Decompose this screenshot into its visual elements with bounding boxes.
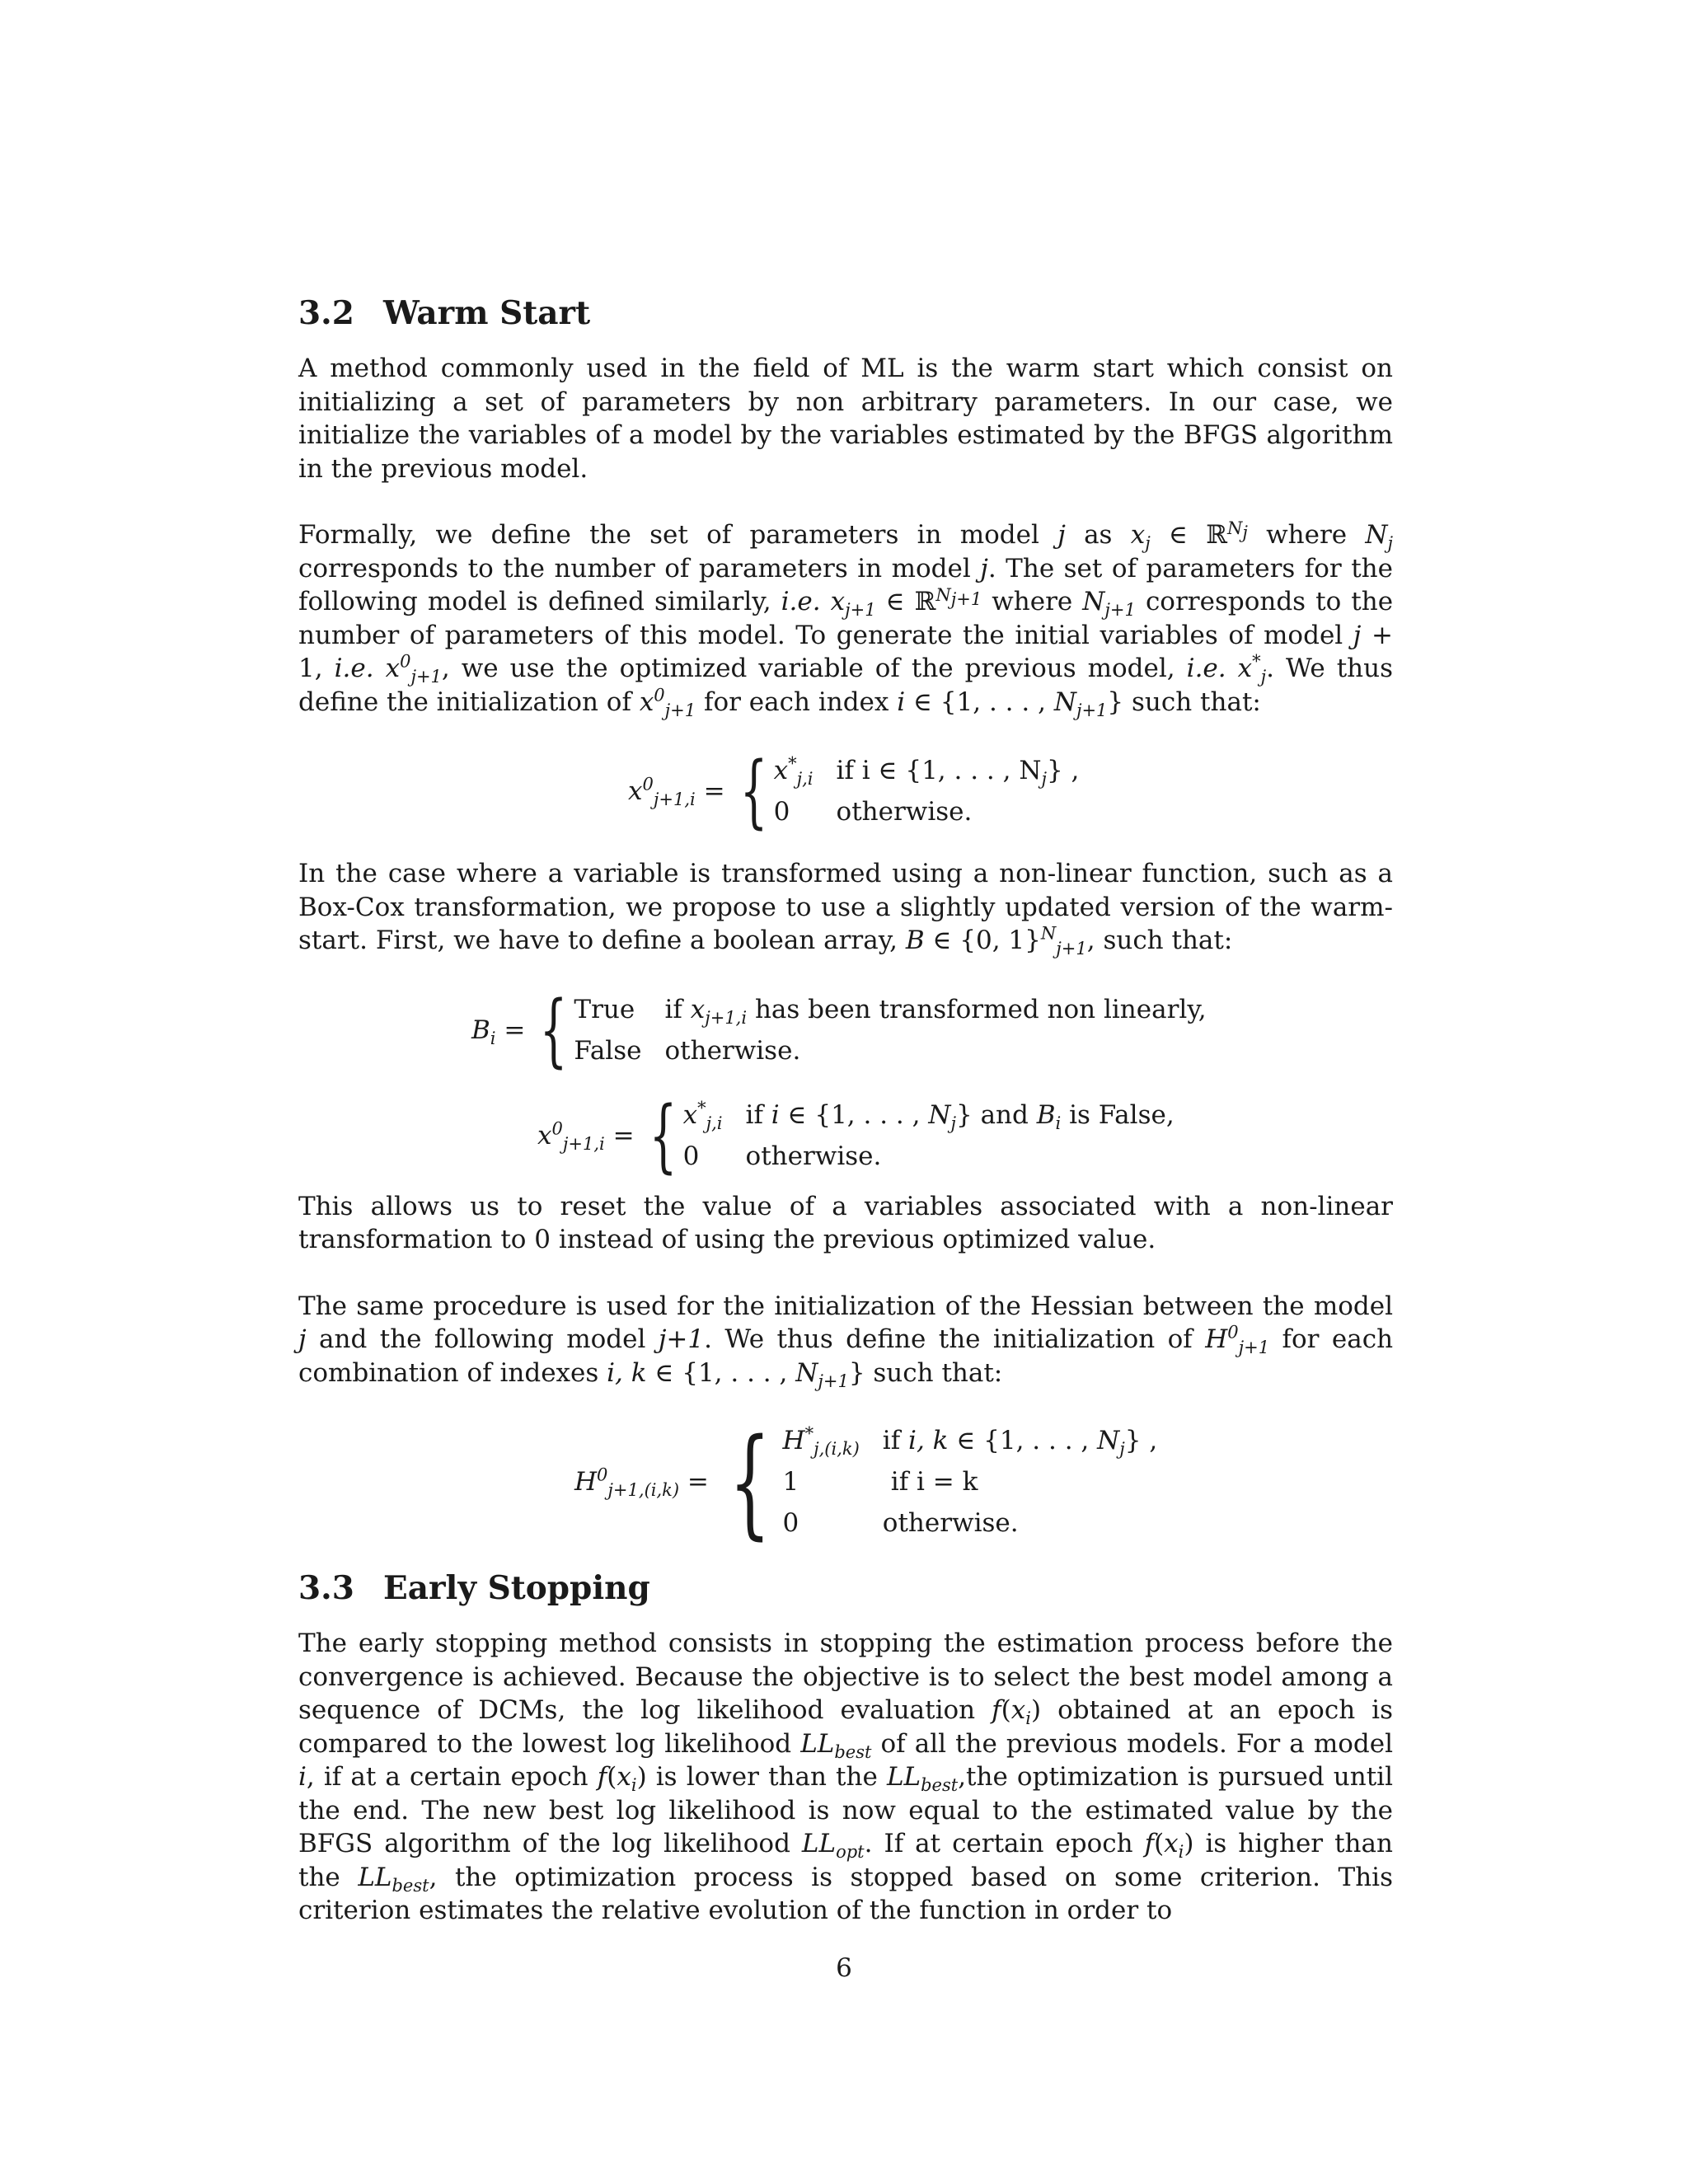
section-title: Early Stopping [383,1569,650,1607]
paragraph: Formally, we define the set of parameters in model j as $x_j$ ∈ ℝ$^{N_j}$ where $N_j$ corresponds to the number of parameters in model j. The set of parameters for the following model is defined similarly, i.e. $x_{j+1}$ ∈ ℝ$^{N_{j+1}}$ where $N_{j+1}$ corresponds to the number of parameters of this model. To generate the initial variables of model j + 1, i.e. $x^0_{j+1}$, we use the optimized variable of the previous model, i.e. $x^*_j$. We thus define the initialization of $x^0_{j+1}$ for each index i ∈ {1, . . . , $N_{j+1}$} such that: [298,518,1394,720]
page-number: 6 [836,1953,852,1983]
equation-warm-start-nonlinear: $x^0_{j+1,i}$ = { $x^*_{j,i}$ if i ∈ {1, . . . , $N_j$} and $B_i$ is False, 0 otherwise. [537,1089,1175,1182]
section-number: 3.2 [298,294,354,332]
paragraph: The same procedure is used for the initialization of the Hessian between the model j and the following model j+1. We thus define the initialization of $H^0_{j+1}$ for each combination of indexes i, k ∈ {1, . . . , $N_{j+1}$} such that: [298,1291,1394,1391]
page-content [298,293,1393,1961]
equation-hessian-init: $H^0_{j+1,(i,k)}$ = { $H^*_{j,(i,k)}$ if i, k ∈ {1, . . . , $N_j$} , 1 if i = k 0 otherwise. [574,1413,1158,1551]
equation-boolean-array: $B_i$ = { True if $x_{j+1,i}$ has been transformed non linearly, False otherwise. [471,983,1207,1076]
section-number: 3.3 [298,1569,354,1607]
paragraph: In the case where a variable is transformed using a non-linear function, such as a Box-Cox transformation, we propose to use a slightly updated version of the warm-start. First, we have to define a boolean array, B ∈ {0, 1}$^N_{j+1}$, such that: [298,859,1393,959]
section-title: Warm Start [383,294,591,332]
equation-warm-start-init: $x^0_{j+1,i}$ = { $x^*_{j,i}$ if i ∈ {1, . . . , $N_j$} , 0 otherwise. [628,745,1080,837]
paragraph: This allows us to reset the value of a variables associated with a non-linear transformation to 0 instead of using the previous optimized value. [298,1191,1393,1254]
section-heading-warm-start [298,293,1393,334]
paragraph: The early stopping method consists in stopping the estimation process before the convergence is achieved. Because the objective is to select the best model among a sequence of DCMs, the log likelihood evaluation $f(x_i)$ obtained at an epoch is compared to the lowest log likelihood $LL_{best}$ of all the previous models. For a model i, if at a certain epoch $f(x_i)$ is lower than the $LL_{best},the$ optimization is pursued until the end. The new best log likelihood is now equal to the estimated value by the BFGS algorithm of the log likelihood $LL_{opt}$. If at certain epoch $f(x_i)$ is higher than the $LL_{best}$, the optimization process is stopped based on some criterion. This criterion estimates the relative evolution of the function in order to [298,1629,1394,1925]
paragraph: A method commonly used in the field of ML is the warm start which consist on initializing a set of parameters by non arbitrary parameters. In our case, we initialize the variables of a model by the variables estimated by the BFGS algorithm in the previous model. [298,354,1393,484]
section-heading-early-stopping [298,1568,1393,1609]
